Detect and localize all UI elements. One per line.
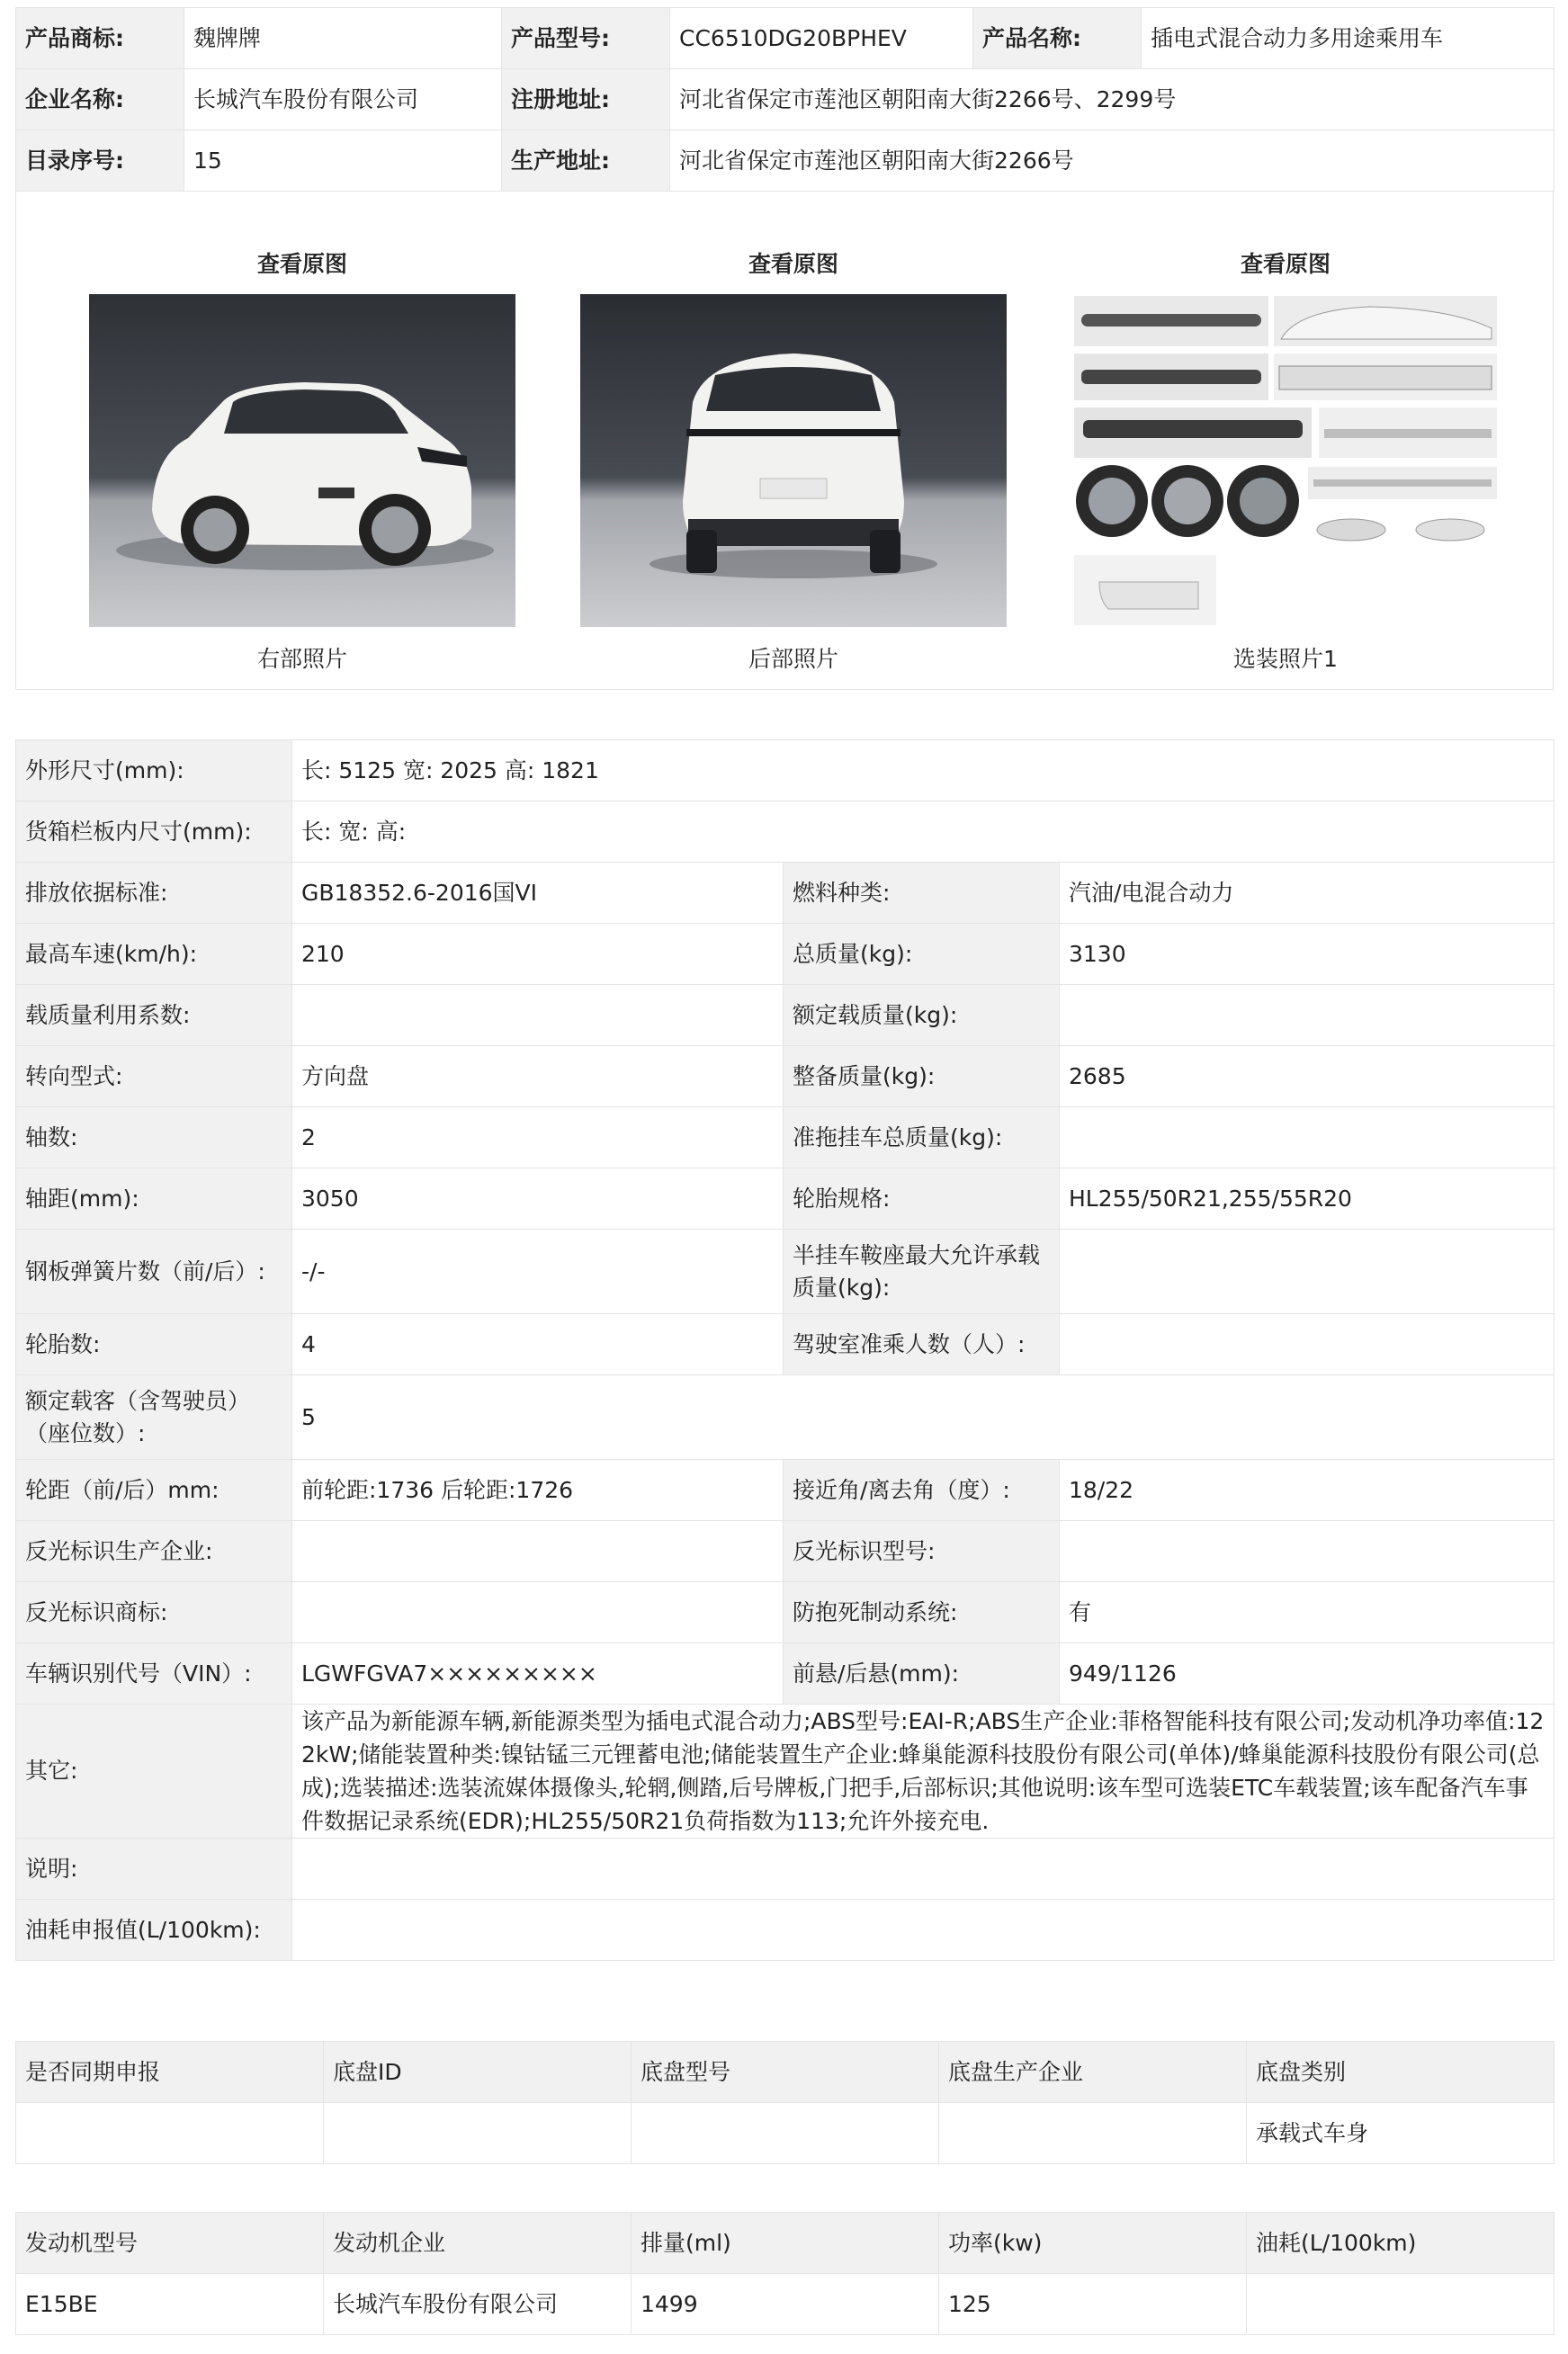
load-ratio-label: 载质量利用系数: [16,985,292,1046]
other-value: 该产品为新能源车辆,新能源类型为插电式混合动力;ABS型号:EAI-R;ABS生产企业:菲格智能科技有限公司;发动机净功率值:122kW;储能装置种类:镍钴锰三元锂蓄电池;储能装置生产企业:蜂巢能源科技股份有限公司(单体)/蜂巢能源科技股份有限公司(总成);选装描述:选装流媒体摄像头,轮辋,侧踏,后号牌板,门把手,后部标识;其他说明:该车型可选装ETC车载装置;该车配备汽车事件数据记录系统(EDR);HL255/50R21负荷指数为113;允许外接充电. [292,1705,1555,1839]
gallery-item-rear [580,248,1007,676]
chassis-header: 底盘型号 [632,2042,939,2103]
chassis-section [15,2041,1554,2164]
rear-photo-caption: 后部照片 [748,646,838,672]
prod-address-value: 河北省保定市莲池区朝阳南大街2266号 [670,130,1555,192]
spec-table [15,739,1555,1961]
reg-address-value: 河北省保定市莲池区朝阳南大街2266号、2299号 [670,69,1555,130]
rated-load-value [1060,985,1555,1046]
fuel-declared-label: 油耗申报值(L/100km): [16,1900,292,1961]
approach-angle-label: 接近角/离去角（度）: [784,1460,1060,1521]
leaf-springs-label: 钢板弹簧片数（前/后）: [16,1230,292,1314]
engine-cell: 125 [939,2274,1247,2335]
curb-mass-value: 2685 [1060,1046,1555,1107]
engine-header: 发动机企业 [324,2213,632,2274]
engine-section [15,2212,1554,2335]
chassis-cell: 承载式车身 [1247,2103,1555,2164]
engine-cell: 1499 [632,2274,939,2335]
gallery-item-right [89,248,515,676]
optional-parts-image [1072,294,1499,627]
car-rear-image [580,294,1007,627]
passengers-label: 额定载客（含驾驶员）（座位数）: [16,1375,292,1460]
fuel-declared-value [292,1900,1555,1961]
cab-capacity-value [1060,1314,1555,1375]
reflector-company-label: 反光标识生产企业: [16,1521,292,1582]
chassis-header: 底盘ID [324,2042,632,2103]
photo-gallery [15,192,1554,690]
vin-label: 车辆识别代号（VIN）: [16,1643,292,1705]
cargo-dims-value: 长: 宽: 高: [292,801,1555,863]
overhang-label: 前悬/后悬(mm): [784,1643,1060,1705]
leaf-springs-value: -/- [292,1230,784,1314]
tire-spec-label: 轮胎规格: [784,1168,1060,1230]
axles-label: 轴数: [16,1107,292,1168]
reflector-model-label: 反光标识型号: [784,1521,1060,1582]
wheelbase-value: 3050 [292,1168,784,1230]
chassis-cell [324,2103,632,2164]
catalog-label: 目录序号: [16,130,184,192]
chassis-cell [16,2103,324,2164]
optional-photo-collage[interactable] [1072,294,1499,627]
reflector-brand-label: 反光标识商标: [16,1582,292,1643]
cargo-dims-label: 货箱栏板内尺寸(mm): [16,801,292,863]
reflector-company-value [292,1521,784,1582]
emission-value: GB18352.6-2016国VI [292,863,784,924]
trailer-mass-value [1060,1107,1555,1168]
engine-header: 排量(ml) [632,2213,939,2274]
chassis-header: 是否同期申报 [16,2042,324,2103]
reflector-brand-value [292,1582,784,1643]
engine-header: 发动机型号 [16,2213,324,2274]
car-right-image [89,294,515,627]
saddle-load-value [1060,1230,1555,1314]
fuel-type-value: 汽油/电混合动力 [1060,863,1555,924]
tire-count-label: 轮胎数: [16,1314,292,1375]
model-value: CC6510DG20BPHEV [670,8,973,69]
model-label: 产品型号: [502,8,670,69]
prod-address-label: 生产地址: [502,130,670,192]
engine-header: 功率(kw) [939,2213,1247,2274]
optional-photo-caption: 选装照片1 [1233,646,1338,672]
chassis-cell [632,2103,939,2164]
reflector-model-value [1060,1521,1555,1582]
engine-cell: 长城汽车股份有限公司 [324,2274,632,2335]
chassis-table [15,2041,1555,2164]
abs-label: 防抱死制动系统: [784,1582,1060,1643]
max-speed-value: 210 [292,924,784,985]
cab-capacity-label: 驾驶室准乘人数（人）: [784,1314,1060,1375]
load-ratio-value [292,985,784,1046]
right-photo-caption: 右部照片 [256,646,347,672]
product-name-label: 产品名称: [973,8,1142,69]
spec-section [15,739,1554,1961]
chassis-header: 底盘类别 [1247,2042,1555,2103]
catalog-value: 15 [184,130,502,192]
abs-value: 有 [1060,1582,1555,1643]
passengers-value: 5 [292,1375,1555,1460]
max-speed-label: 最高车速(km/h): [16,924,292,985]
view-original-link[interactable]: 查看原图 [256,251,347,277]
table-row [16,2103,1555,2164]
engine-header: 油耗(L/100km) [1247,2213,1555,2274]
right-side-photo[interactable] [89,294,515,627]
brand-value: 魏牌牌 [184,8,502,69]
note-value [292,1839,1555,1900]
chassis-cell [939,2103,1247,2164]
gross-mass-value: 3130 [1060,924,1555,985]
engine-cell: E15BE [16,2274,324,2335]
gross-mass-label: 总质量(kg): [784,924,1060,985]
gallery-item-optional [1072,248,1499,676]
axles-value: 2 [292,1107,784,1168]
steering-value: 方向盘 [292,1046,784,1107]
company-label: 企业名称: [16,69,184,130]
product-name-value: 插电式混合动力多用途乘用车 [1142,8,1555,69]
tire-count-value: 4 [292,1314,784,1375]
track-value: 前轮距:1736 后轮距:1726 [292,1460,784,1521]
vehicle-catalog-page [15,7,1554,2317]
saddle-load-label: 半挂车鞍座最大允许承载质量(kg): [784,1230,1060,1314]
engine-table [15,2212,1555,2335]
view-original-link[interactable]: 查看原图 [1240,251,1331,277]
chassis-header: 底盘生产企业 [939,2042,1247,2103]
dims-value: 长: 5125 宽: 2025 高: 1821 [292,740,1555,801]
product-header-table [15,7,1555,192]
brand-label: 产品商标: [16,8,184,69]
engine-cell [1247,2274,1555,2335]
trailer-mass-label: 准拖挂车总质量(kg): [784,1107,1060,1168]
reg-address-label: 注册地址: [502,69,670,130]
tire-spec-value: HL255/50R21,255/55R20 [1060,1168,1555,1230]
wheelbase-label: 轴距(mm): [16,1168,292,1230]
view-original-link[interactable]: 查看原图 [748,251,838,277]
table-row [16,2274,1555,2335]
curb-mass-label: 整备质量(kg): [784,1046,1060,1107]
company-value: 长城汽车股份有限公司 [184,69,502,130]
dims-label: 外形尺寸(mm): [16,740,292,801]
vin-value: LGWFGVA7××××××××× [292,1643,784,1705]
rated-load-label: 额定载质量(kg): [784,985,1060,1046]
rear-photo[interactable] [580,294,1007,627]
fuel-type-label: 燃料种类: [784,863,1060,924]
note-label: 说明: [16,1839,292,1900]
steering-label: 转向型式: [16,1046,292,1107]
overhang-value: 949/1126 [1060,1643,1555,1705]
other-label: 其它: [16,1705,292,1839]
emission-label: 排放依据标准: [16,863,292,924]
approach-angle-value: 18/22 [1060,1460,1555,1521]
track-label: 轮距（前/后）mm: [16,1460,292,1521]
